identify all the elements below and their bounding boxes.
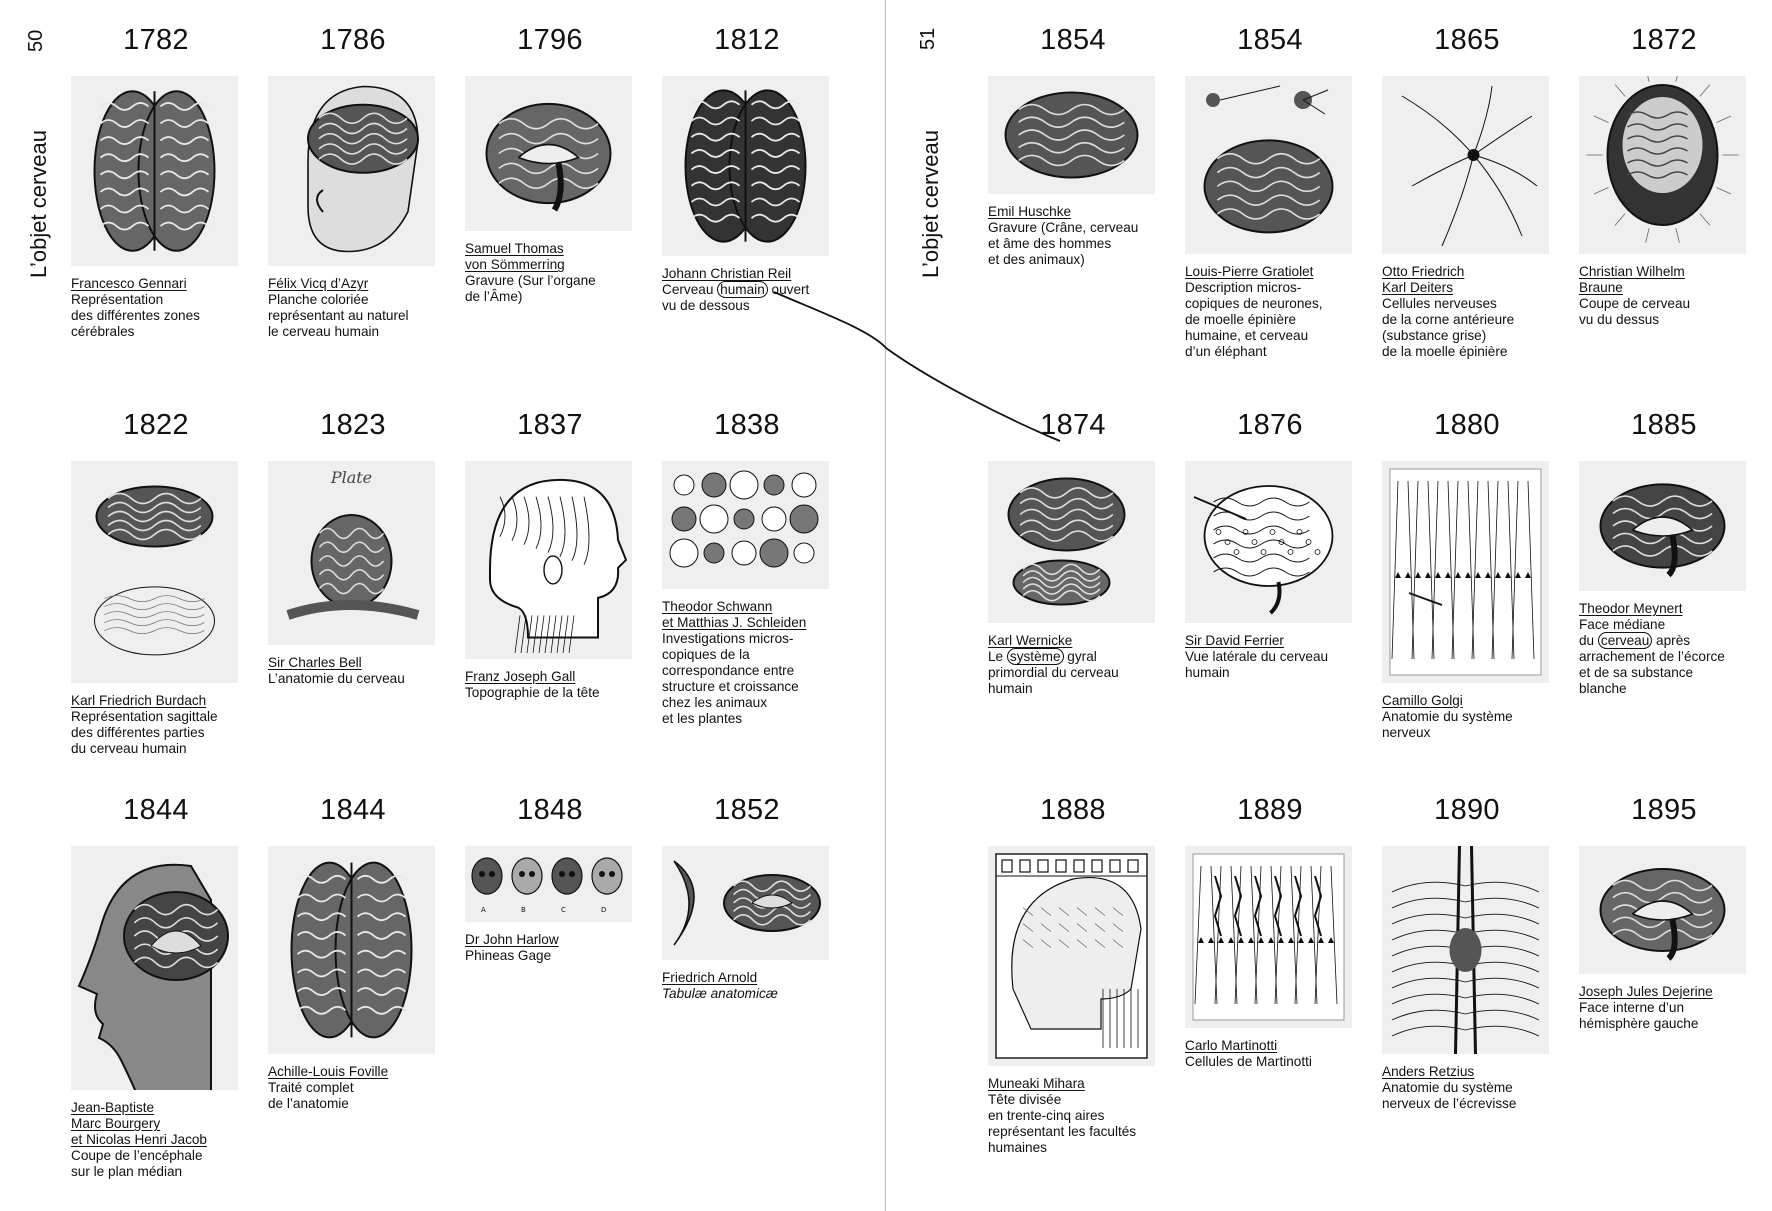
entry-year: 1848: [517, 794, 583, 826]
illustration-plate: [1382, 846, 1549, 1054]
neuron-icon: [1382, 76, 1549, 254]
brain-underside-icon: [662, 76, 829, 256]
author-link[interactable]: Karl Wernicke: [988, 633, 1073, 648]
illustration-plate: [662, 461, 829, 589]
illustration-plate: [268, 846, 435, 1054]
illustration-plate: [988, 846, 1155, 1066]
entry-year: 1782: [123, 24, 189, 56]
entry-year: 1888: [1040, 794, 1106, 826]
author-link[interactable]: Achille-Louis Foville: [268, 1064, 389, 1079]
entry-year: 1889: [1237, 794, 1303, 826]
author-link[interactable]: Franz Joseph Gall: [465, 669, 576, 684]
entry-caption: [1382, 264, 1554, 360]
illustration-plate: [1579, 846, 1746, 974]
entry-description: Description micros- copiques de neurones, de moelle épinière humaine, et cerveau d’un éléphant: [1185, 280, 1323, 359]
skulls-icon: [465, 846, 632, 922]
entry-caption: [662, 599, 834, 727]
illustration-plate: [988, 461, 1155, 623]
plate-caption: Plate: [330, 468, 373, 487]
author-link[interactable]: Karl Friedrich Burdach: [71, 693, 207, 708]
head-profile-section-icon: [71, 846, 238, 1090]
gyral-brains-icon: [988, 461, 1155, 623]
entry-description: L’anatomie du cerveau: [268, 671, 405, 686]
timeline-entry: [1185, 409, 1357, 681]
author-link[interactable]: Sir David Ferrier: [1185, 633, 1284, 648]
author-link[interactable]: Carlo Martinotti: [1185, 1038, 1278, 1053]
brain-medial-icon: [1579, 461, 1746, 591]
illustration-plate: [1382, 461, 1549, 683]
illustration-plate: [268, 76, 435, 266]
timeline-entry: [988, 24, 1160, 268]
illustration-plate: [465, 846, 632, 922]
phrenology-head-icon: [465, 461, 632, 659]
entry-caption: [268, 1064, 440, 1112]
circled-word: cerveau: [1598, 632, 1652, 649]
entry-description: Tête divisée en trente-cinq aires représentant les facultés humaines: [988, 1092, 1137, 1155]
description-text: Cerveau: [662, 282, 718, 297]
entry-description: Cellules nerveuses de la corne antérieure (substance grise) de la moelle épinière: [1382, 296, 1515, 359]
entry-year: 1885: [1631, 409, 1697, 441]
martinotti-cells-icon: [1185, 846, 1352, 1028]
illustration-plate: [662, 846, 829, 960]
entry-year: 1852: [714, 794, 780, 826]
author-link[interactable]: Félix Vicq d’Azyr: [268, 276, 369, 291]
japanese-head-map-icon: [988, 846, 1155, 1066]
brain-lateral-icon: [988, 76, 1155, 194]
illustration-plate: [1185, 461, 1352, 623]
entry-year: 1838: [714, 409, 780, 441]
entry-caption: [1382, 1064, 1554, 1112]
author-link[interactable]: Camillo Golgi: [1382, 693, 1463, 708]
entry-description: Phineas Gage: [465, 948, 552, 963]
entry-caption: [71, 276, 243, 340]
entry-year: 1844: [123, 794, 189, 826]
timeline-entry: [662, 409, 834, 727]
entry-caption: [988, 204, 1160, 268]
timeline-entry: [268, 24, 440, 340]
entry-description: Investigations micros- copiques de la correspondance entre structure et croissance chez les animaux et les plantes: [662, 631, 799, 726]
entry-year: 1812: [714, 24, 780, 56]
entry-caption: [465, 669, 637, 701]
entry-caption: [1579, 601, 1751, 697]
author-link[interactable]: Theodor Schwann et Matthias J. Schleiden: [662, 599, 807, 630]
brain-slices-icon: [662, 846, 829, 960]
plate-letter-label: C: [561, 906, 566, 914]
head-brain-icon: [268, 76, 435, 266]
description-text: Face médiane du: [1579, 617, 1666, 648]
author-link[interactable]: Muneaki Mihara: [988, 1076, 1085, 1091]
author-link[interactable]: Theodor Meynert: [1579, 601, 1683, 616]
timeline-entry: [268, 794, 440, 1112]
author-link[interactable]: Anders Retzius: [1382, 1064, 1475, 1079]
illustration-plate: [268, 461, 435, 645]
entry-year: 1880: [1434, 409, 1500, 441]
illustration-plate: [1579, 76, 1746, 254]
brain-section-icon: [465, 76, 632, 231]
plate-letter-label: B: [521, 906, 526, 914]
author-link[interactable]: Samuel Thomas von Sömmerring: [465, 241, 565, 272]
author-link[interactable]: Sir Charles Bell: [268, 655, 362, 670]
entry-caption: [1579, 984, 1751, 1032]
entry-description: [1579, 617, 1751, 697]
entry-description: Représentation sagittale des différentes parties du cerveau humain: [71, 709, 218, 756]
timeline-entry: [1579, 24, 1751, 328]
entry-year: 1796: [517, 24, 583, 56]
brain-plate-icon: [268, 461, 435, 645]
description-text: après arrachement de l’écorce et de sa substance blanche: [1579, 633, 1725, 696]
circled-word: système: [1007, 648, 1064, 665]
timeline-entry: [465, 794, 637, 964]
author-link[interactable]: Dr John Harlow: [465, 932, 559, 947]
entry-year: 1786: [320, 24, 386, 56]
entry-description: Tabulæ anatomicæ: [662, 986, 778, 1001]
timeline-entry: [662, 24, 834, 314]
entry-caption: [988, 1076, 1160, 1156]
timeline-entry: [268, 409, 440, 687]
timeline-entry: [1185, 24, 1357, 360]
timeline-entry: [988, 794, 1160, 1156]
timeline-entry: [662, 794, 834, 1002]
description-text: gyral primordial du cerveau humain: [988, 649, 1119, 696]
entry-caption: [268, 655, 440, 687]
cells-plate-icon: [662, 461, 829, 589]
plate-letter-label: D: [601, 906, 607, 914]
entry-year: 1876: [1237, 409, 1303, 441]
illustration-plate: [1382, 76, 1549, 254]
entry-caption: [662, 970, 834, 1002]
entry-description: Représentation des différentes zones cérébrales: [71, 292, 200, 339]
page-number: 50: [25, 29, 47, 52]
golgi-plate-icon: [1382, 461, 1549, 683]
entry-description: Cellules de Martinotti: [1185, 1054, 1312, 1069]
entry-year: 1865: [1434, 24, 1500, 56]
illustration-plate: [71, 846, 238, 1090]
timeline-entry: [465, 409, 637, 701]
brain-base-icon: [268, 846, 435, 1054]
author-link[interactable]: Friedrich Arnold: [662, 970, 758, 985]
description-text: Le: [988, 649, 1007, 664]
timeline-entry: [465, 24, 637, 305]
entry-year: 1874: [1040, 409, 1106, 441]
plate-letter-label: A: [481, 906, 486, 914]
timeline-entry: [71, 794, 243, 1180]
timeline-entry: [1382, 24, 1554, 360]
entry-caption: [71, 693, 243, 757]
entry-year: 1844: [320, 794, 386, 826]
entry-caption: [662, 266, 834, 314]
timeline-entry: [1382, 794, 1554, 1112]
timeline-entry: [1579, 794, 1751, 1032]
timeline-entry: [71, 24, 243, 340]
timeline-entry: [1579, 409, 1751, 697]
entry-year: 1854: [1040, 24, 1106, 56]
section-title: L’objet cerveau: [918, 130, 943, 278]
entry-description: Gravure (Sur l’organe de l’Âme): [465, 273, 596, 304]
page-number: 51: [917, 27, 939, 50]
entry-description: [988, 649, 1160, 697]
timeline-entry: [71, 409, 243, 757]
entry-description: Vue latérale du cerveau humain: [1185, 649, 1329, 680]
entry-year: 1822: [123, 409, 189, 441]
entry-caption: [1579, 264, 1751, 328]
entry-caption: [988, 633, 1160, 697]
entry-year: 1854: [1237, 24, 1303, 56]
author-link[interactable]: Francesco Gennari: [71, 276, 187, 291]
illustration-plate: [1185, 76, 1352, 254]
elephant-brain-icon: [1185, 76, 1352, 254]
entry-year: 1872: [1631, 24, 1697, 56]
entry-description: Anatomie du système nerveux: [1382, 709, 1513, 740]
timeline-entry: [1382, 409, 1554, 741]
hemisphere-icon: [1579, 846, 1746, 974]
author-link[interactable]: Otto Friedrich Karl Deiters: [1382, 264, 1465, 295]
circled-word: humain: [717, 281, 768, 298]
entry-caption: [1185, 264, 1357, 360]
entry-description: [662, 282, 834, 314]
section-title: L’objet cerveau: [26, 130, 51, 278]
entry-caption: [1185, 633, 1357, 681]
entry-description: Gravure (Crâne, cerveau et âme des hommes et des animaux): [988, 220, 1139, 267]
brain-top-view-icon: [71, 76, 238, 266]
entry-year: 1837: [517, 409, 583, 441]
brain-outline-icon: [1185, 461, 1352, 623]
illustration-plate: [465, 76, 632, 231]
entry-description: Coupe de l’encéphale sur le plan médian: [71, 1148, 203, 1179]
entry-description: Coupe de cerveau vu du dessus: [1579, 296, 1691, 327]
entry-caption: [268, 276, 440, 340]
entry-caption: [465, 241, 637, 305]
timeline-entry: [1185, 794, 1357, 1070]
author-link[interactable]: Louis-Pierre Gratiolet: [1185, 264, 1314, 279]
illustration-plate: [1579, 461, 1746, 591]
timeline-entry: [988, 409, 1160, 697]
entry-year: 1895: [1631, 794, 1697, 826]
entry-year: 1823: [320, 409, 386, 441]
author-link[interactable]: Christian Wilhelm Braune: [1579, 264, 1685, 295]
author-link[interactable]: Jean-Baptiste Marc Bourgery et Nicolas Henri Jacob: [71, 1100, 207, 1147]
crayfish-nerve-icon: [1382, 846, 1549, 1054]
illustration-plate: [662, 76, 829, 256]
illustration-plate: [71, 76, 238, 266]
illustration-plate: [71, 461, 238, 683]
entry-caption: [465, 932, 637, 964]
entry-year: 1890: [1434, 794, 1500, 826]
entry-description: Planche coloriée représentant au naturel le cerveau humain: [268, 292, 409, 339]
entry-caption: [1382, 693, 1554, 741]
illustration-plate: [988, 76, 1155, 194]
author-link[interactable]: Joseph Jules Dejerine: [1579, 984, 1713, 999]
entry-description: Face interne d’un hémisphère gauche: [1579, 1000, 1699, 1031]
brain-sagittal-icon: [71, 461, 238, 683]
head-cross-section-icon: [1579, 76, 1746, 254]
entry-caption: [1185, 1038, 1357, 1070]
entry-caption: [71, 1100, 243, 1180]
description-text: ouvert vu de dessous: [662, 282, 810, 313]
illustration-plate: [1185, 846, 1352, 1028]
entry-description: Anatomie du système nerveux de l’écrevisse: [1382, 1080, 1517, 1111]
author-link[interactable]: Emil Huschke: [988, 204, 1072, 219]
author-link[interactable]: Johann Christian Reil: [662, 266, 792, 281]
entry-description: Topographie de la tête: [465, 685, 600, 700]
entry-description: Traité complet de l’anatomie: [268, 1080, 354, 1111]
illustration-plate: [465, 461, 632, 659]
